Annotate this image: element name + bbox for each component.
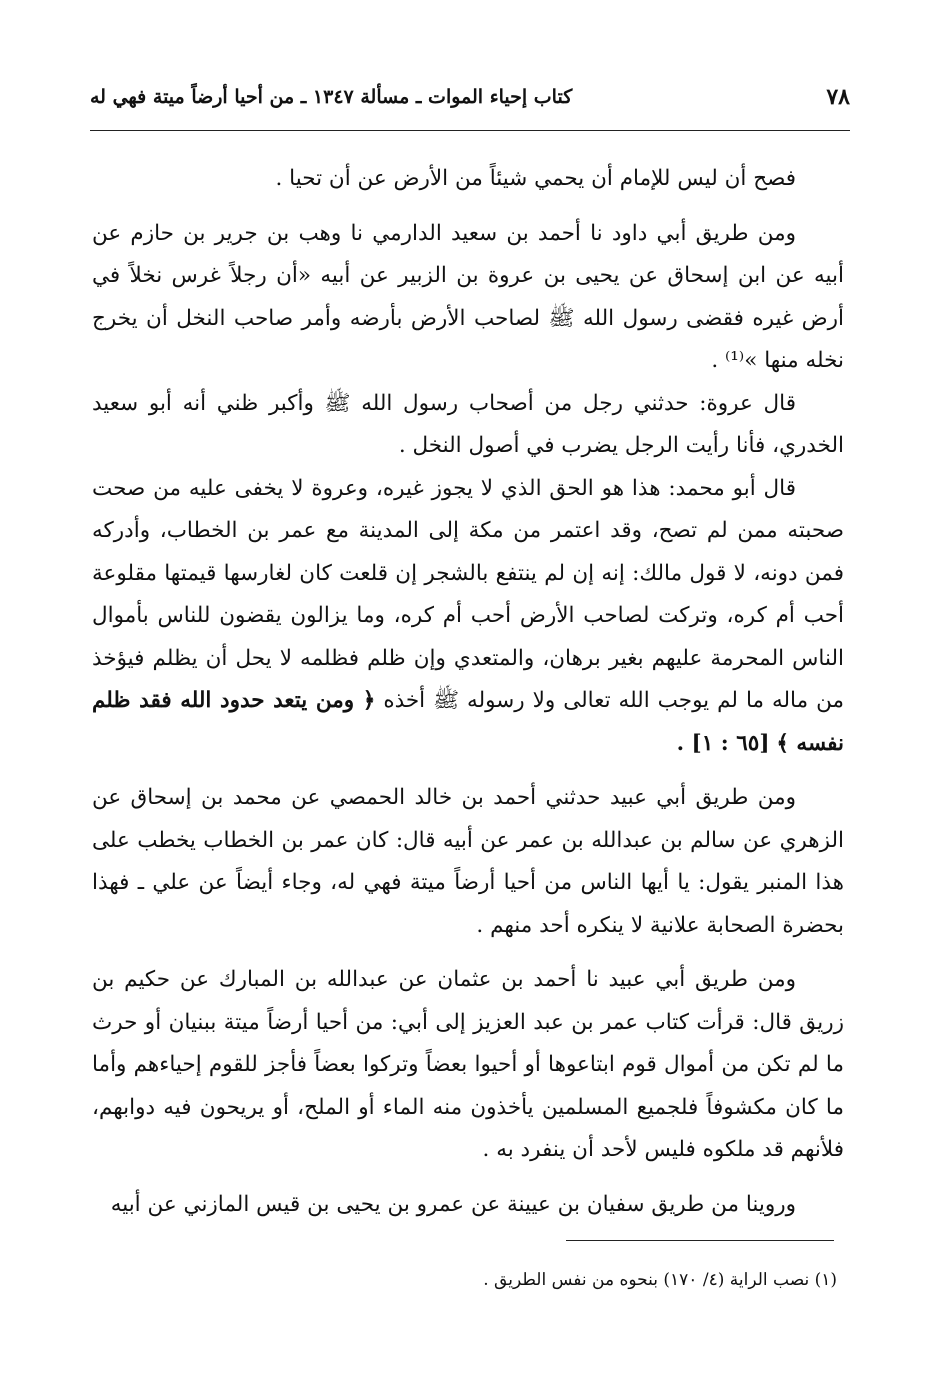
quran-reference: [٦٥ : ١] . (676, 730, 770, 756)
paragraph-with-quote (92, 468, 844, 766)
paragraph: ومن طريق أبي عبيد نا أحمد بن عثمان عن عبدالله بن المبارك عن حكيم بن زريق قال: قرأت كتاب عمر بن عبد العزيز إلى أبي: من أحيا أرضاً ميتة ببنيان أو حرث ما لم تكن من أموال قوم ابتاعوها أو أحيوا بعضاً وتركوا بعضاً فأجز للقوم إحياءهم وأما ما كان مكشوفاً فلجميع المسلمين يأخذون منه الماء أو الملح، أو يريحون فيه دوابهم، فلأنهم قد ملكوه فليس لأحد أن ينفرد به . (92, 967, 844, 1162)
paragraph: ومن طريق أبي عبيد حدثني أحمد بن خالد الحمصي عن محمد بن إسحاق عن الزهري عن سالم بن عبدالله بن عمر عن أبيه قال: كان عمر بن الخطاب يخطب على هذا المنبر يقول: يا أيها الناس من أحيا أرضاً ميتة فهي له، وجاء أيضاً عن علي ـ فهذا بحضرة الصحابة علانية لا ينكره أحد منهم . (92, 785, 844, 938)
quran-quote: ﴿ ومن يتعد حدود الله فقد ظلم نفسه ﴾ (92, 688, 844, 756)
page-header (90, 84, 850, 120)
header-divider (90, 130, 850, 131)
paragraph: وروينا من طريق سفيان بن عيينة عن عمرو بن يحيى بن قيس المازني عن أبيه (110, 1191, 796, 1217)
paragraph: فصح أن ليس للإمام أن يحمي شيئاً من الأرض عن أن تحيا . (275, 166, 796, 191)
footnote: (١) نصب الراية (٤/ ١٧٠) بنحوه من نفس الطريق . (483, 1270, 837, 1290)
paragraph-text: قال أبو محمد: هذا هو الحق الذي لا يجوز غيره، وعروة لا يخفى عليه من صحت صحبته ممن لم تصح، وقد اعتمر من مكة إلى المدينة مع عمر بن الخطاب، وأدركه فمن دونه، لا قول مالك: إنه إن لم ينتفع بالشجر إن قلعت كان لغارسها قيمتها مقلوعة أحب أم كره، وتركت لصاحب الأرض أحب أم كره، وما يزالون يقضون للناس بأموال الناس المحرمة عليهم بغير برهان، والمتعدي وإن ظلم فظلمه لا يحل أن يظلم فيؤخذ من ماله ما لم يوجب الله تعالى ولا رسوله ﷺ أخذه (92, 475, 844, 713)
main-text (92, 158, 844, 1238)
page-number: ٧٨ (826, 84, 850, 110)
footnote-divider (566, 1240, 834, 1241)
paragraph: قال عروة: حدثني رجل من أصحاب رسول الله ﷺ وأكبر ظني أنه أبو سعيد الخدري، فأنا رأيت الرجل يضرب في أصول النخل . (92, 390, 844, 458)
paragraph: ومن طريق أبي داود نا أحمد بن سعيد الدارمي نا وهب بن جرير بن حازم عن أبيه عن ابن إسحاق عن يحيى بن عروة بن الزبير عن أبيه «أن رجلاً غرس نخلاً في أرض غيره فقضى رسول الله ﷺ لصاحب الأرض بأرضه وأمر صاحب النخل أن يخرج نخله منها »⁽¹⁾ . (92, 220, 844, 373)
running-title: كتاب إحياء الموات ـ مسألة ١٣٤٧ ـ من أحيا أرضاً ميتة فهي له (90, 86, 573, 108)
